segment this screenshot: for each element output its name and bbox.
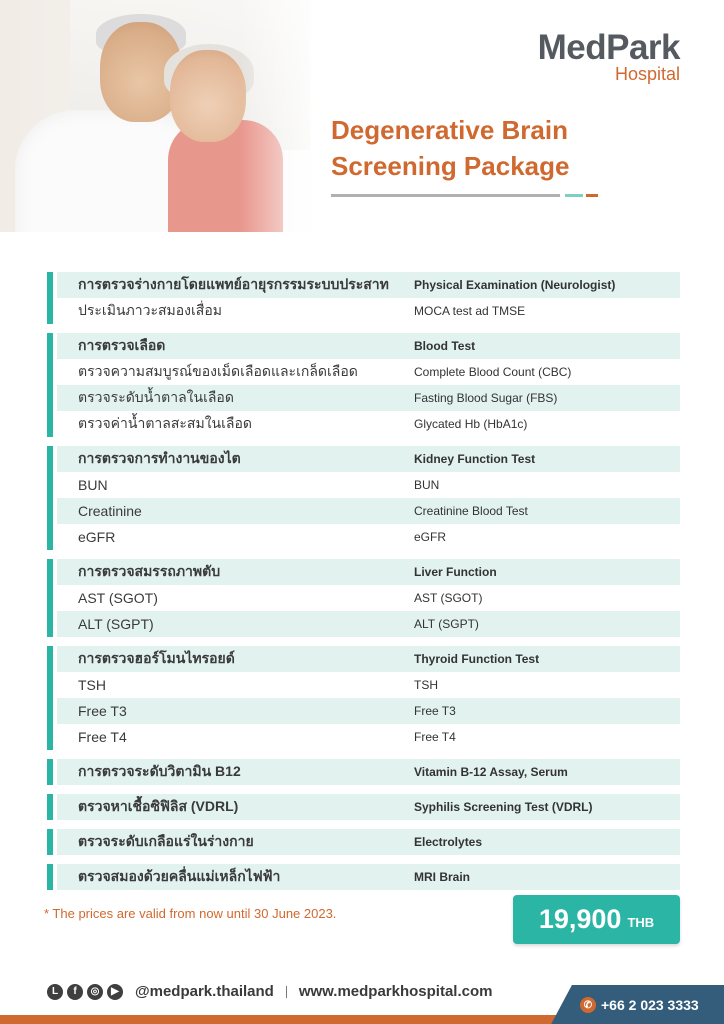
price-currency: THB <box>627 915 655 930</box>
thai-label: ตรวจระดับเกลือแร่ในร่างกาย <box>78 833 254 849</box>
line-icon[interactable]: L <box>47 984 63 1000</box>
thai-label: ตรวจหาเชื้อซิฟิลิส (VDRL) <box>78 798 239 814</box>
thai-label: ตรวจความสมบูรณ์ของเม็ดเลือดและเกล็ดเลือด <box>78 363 358 379</box>
thai-label: การตรวจการทำงานของไต <box>78 450 241 466</box>
test-section <box>47 559 680 637</box>
english-label: Physical Examination (Neurologist) <box>414 278 616 292</box>
underline-orange <box>586 194 598 197</box>
table-row <box>57 672 680 698</box>
test-section <box>47 794 680 820</box>
instagram-icon[interactable]: ◎ <box>87 984 103 1000</box>
price-amount: 19,900 <box>538 904 622 934</box>
phone-contact[interactable] <box>580 997 699 1013</box>
english-label: MRI Brain <box>414 870 471 884</box>
table-row <box>57 524 680 550</box>
test-section <box>47 864 680 890</box>
table-row <box>57 498 680 524</box>
table-row <box>57 298 680 324</box>
section-header-row <box>57 829 680 855</box>
english-label: Complete Blood Count (CBC) <box>414 365 572 379</box>
test-section <box>47 646 680 750</box>
english-label: Blood Test <box>414 339 476 353</box>
thai-label: ตรวจค่าน้ำตาลสะสมในเลือด <box>78 415 252 431</box>
english-label: BUN <box>414 478 440 492</box>
section-header-row <box>57 272 680 298</box>
section-header-row <box>57 794 680 820</box>
table-row <box>57 359 680 385</box>
underline-teal <box>565 194 583 197</box>
section-accent-bar <box>47 272 53 324</box>
table-row <box>57 698 680 724</box>
underline-gray <box>331 194 560 197</box>
english-label: Electrolytes <box>414 835 483 849</box>
table-row <box>57 411 680 437</box>
thai-label: Free T3 <box>78 703 127 719</box>
section-header-row <box>57 864 680 890</box>
section-header-row <box>57 333 680 359</box>
table-row <box>57 385 680 411</box>
thai-label: ตรวจสมองด้วยคลื่นแม่เหล็กไฟฟ้า <box>78 868 281 884</box>
thai-label: BUN <box>78 477 108 493</box>
english-label: AST (SGOT) <box>414 591 483 605</box>
section-accent-bar <box>47 864 53 890</box>
woman-face <box>170 50 246 142</box>
price-badge <box>513 895 680 944</box>
section-accent-bar <box>47 446 53 550</box>
social-handle[interactable]: @medpark.thailand <box>135 983 274 1000</box>
thai-label: การตรวจสมรรถภาพตับ <box>78 563 221 579</box>
table-row <box>57 472 680 498</box>
youtube-icon[interactable]: ▶ <box>107 984 123 1000</box>
website-link[interactable]: www.medparkhospital.com <box>298 983 493 1000</box>
test-section <box>47 333 680 437</box>
thai-label: ประเมินภาวะสมองเสื่อม <box>78 302 222 318</box>
english-label: TSH <box>414 678 438 692</box>
thai-label: การตรวจเลือด <box>78 337 166 353</box>
english-label: Kidney Function Test <box>414 452 536 466</box>
section-header-row <box>57 446 680 472</box>
medpark-logo <box>538 30 680 84</box>
page-title <box>331 112 691 184</box>
table-row <box>57 585 680 611</box>
section-accent-bar <box>47 559 53 637</box>
facebook-icon[interactable]: f <box>67 984 83 1000</box>
section-header-row <box>57 759 680 785</box>
english-label: Free T3 <box>414 704 456 718</box>
thai-label: ALT (SGPT) <box>78 616 154 632</box>
price-validity-note: * The prices are valid from now until 30 June 2023. <box>44 906 337 921</box>
test-section <box>47 759 680 785</box>
english-label: eGFR <box>414 530 447 544</box>
english-label: Liver Function <box>414 565 497 579</box>
hero-photo <box>0 0 330 232</box>
english-label: Free T4 <box>414 730 456 744</box>
section-accent-bar <box>47 759 53 785</box>
thai-label: การตรวจฮอร์โมนไทรอยด์ <box>78 650 235 666</box>
test-section <box>47 272 680 324</box>
thai-label: ตรวจระดับน้ำตาลในเลือด <box>78 389 234 405</box>
thai-label: eGFR <box>78 529 116 545</box>
thai-label: การตรวจร่างกายโดยแพทย์อายุรกรรมระบบประสาท <box>78 276 389 292</box>
test-section <box>47 446 680 550</box>
phone-icon: ✆ <box>580 997 596 1013</box>
test-section <box>47 829 680 855</box>
section-accent-bar <box>47 646 53 750</box>
english-label: Fasting Blood Sugar (FBS) <box>414 391 558 405</box>
section-header-row <box>57 646 680 672</box>
title-line-1: Degenerative Brain <box>331 115 568 145</box>
section-accent-bar <box>47 829 53 855</box>
phone-number: +66 2 023 3333 <box>601 997 699 1013</box>
footer-divider <box>286 986 287 998</box>
package-table <box>47 272 680 899</box>
photo-fade <box>240 0 330 232</box>
section-accent-bar <box>47 333 53 437</box>
english-label: Creatinine Blood Test <box>414 504 528 518</box>
english-label: MOCA test ad TMSE <box>414 304 526 318</box>
table-row <box>57 611 680 637</box>
section-header-row <box>57 559 680 585</box>
thai-label: TSH <box>78 677 106 693</box>
section-accent-bar <box>47 794 53 820</box>
english-label: Thyroid Function Test <box>414 652 540 666</box>
social-icons <box>47 984 123 1000</box>
logo-brand: MedPark <box>537 28 680 67</box>
title-line-2: Screening Package <box>331 151 570 181</box>
table-row <box>57 724 680 750</box>
thai-label: Free T4 <box>78 729 127 745</box>
footer <box>47 983 492 1000</box>
thai-label: AST (SGOT) <box>78 590 158 606</box>
english-label: ALT (SGPT) <box>414 617 479 631</box>
english-label: Glycated Hb (HbA1c) <box>414 417 528 431</box>
thai-label: Creatinine <box>78 503 142 519</box>
logo-sub: Hospital <box>614 64 680 84</box>
english-label: Syphilis Screening Test (VDRL) <box>414 800 593 814</box>
english-label: Vitamin B-12 Assay, Serum <box>414 765 568 779</box>
thai-label: การตรวจระดับวิตามิน B12 <box>78 763 241 779</box>
